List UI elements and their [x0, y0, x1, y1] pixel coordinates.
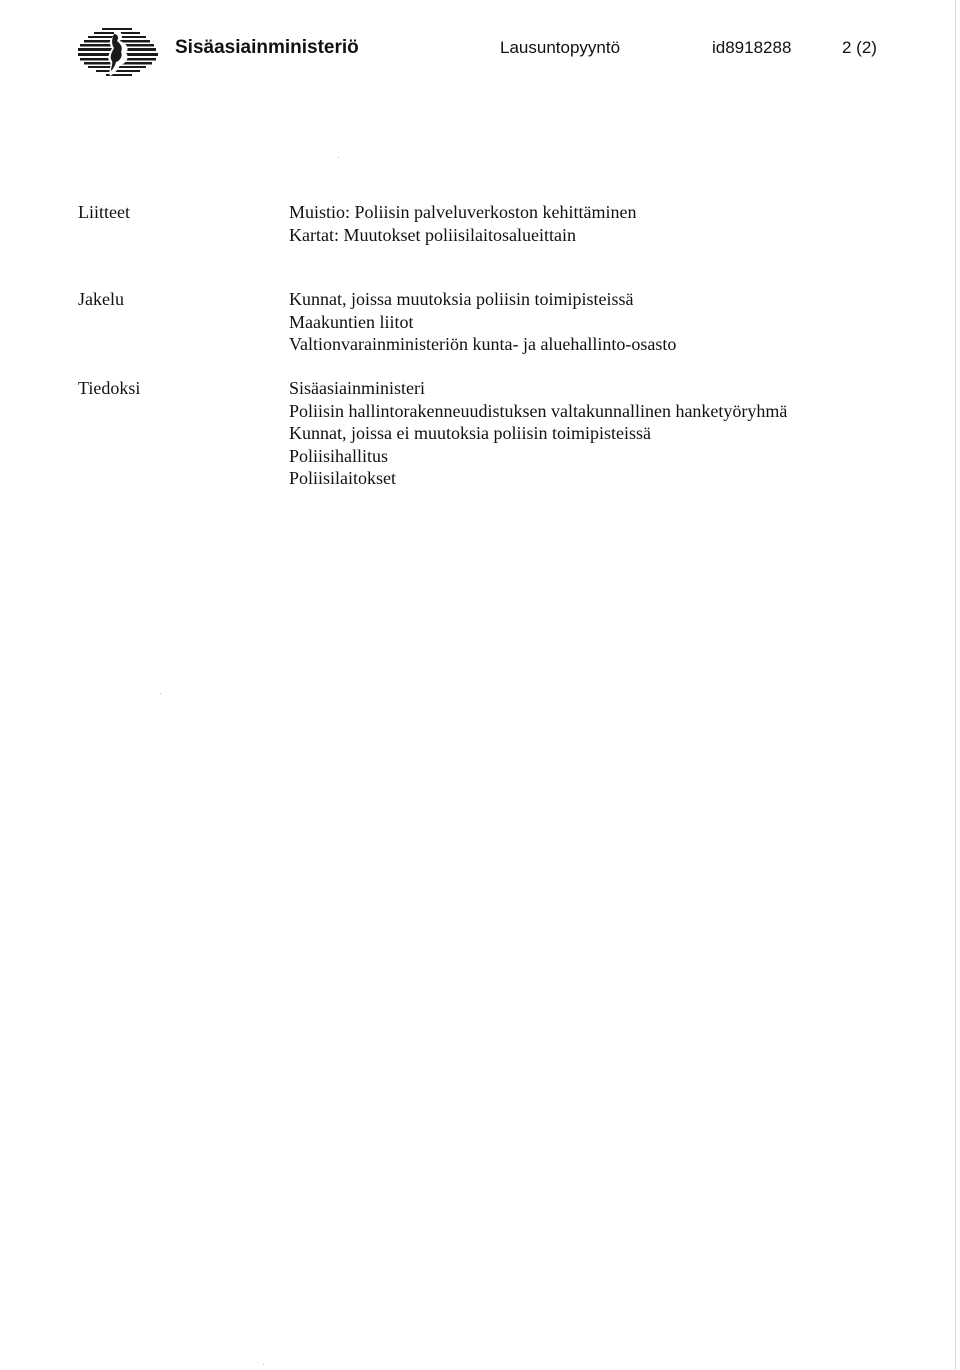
scan-speck [338, 157, 339, 158]
document-header [0, 0, 960, 100]
for-information-list [289, 377, 787, 490]
document-type: Lausuntopyyntö [500, 38, 621, 57]
list-item: Valtionvarainministeriön kunta- ja aluehallinto-osasto [289, 334, 677, 354]
page-number: 2 (2) [842, 38, 877, 57]
ministry-logo-icon [74, 24, 166, 80]
list-item: Kunnat, joissa ei muutoksia poliisin toimipisteissä [289, 423, 651, 443]
list-item: Poliisin hallintorakenneuudistuksen valtakunnallinen hanketyöryhmä [289, 400, 788, 421]
scan-speck [160, 693, 161, 694]
list-item: Muistio: Poliisin palveluverkoston kehittäminen [289, 202, 637, 222]
list-item: Kartat: Muutokset poliisilaitosalueittain [289, 224, 576, 245]
document-id: id8918288 [712, 38, 792, 57]
list-item: Poliisilaitokset [289, 468, 397, 488]
scan-speck [263, 1364, 264, 1365]
organization-name: Sisäasiainministeriö [175, 37, 359, 58]
list-item: Sisäasiainministeri [289, 378, 425, 398]
section-label-jakelu: Jakelu [78, 289, 124, 309]
scan-edge-line [955, 0, 956, 1370]
list-item: Maakuntien liitot [289, 311, 414, 332]
section-label-liitteet: Liitteet [78, 202, 130, 222]
list-item: Kunnat, joissa muutoksia poliisin toimipisteissä [289, 289, 634, 309]
list-item: Poliisihallitus [289, 445, 389, 466]
attachments-list [289, 201, 636, 246]
distribution-list [289, 288, 676, 356]
section-label-tiedoksi: Tiedoksi [78, 378, 141, 398]
